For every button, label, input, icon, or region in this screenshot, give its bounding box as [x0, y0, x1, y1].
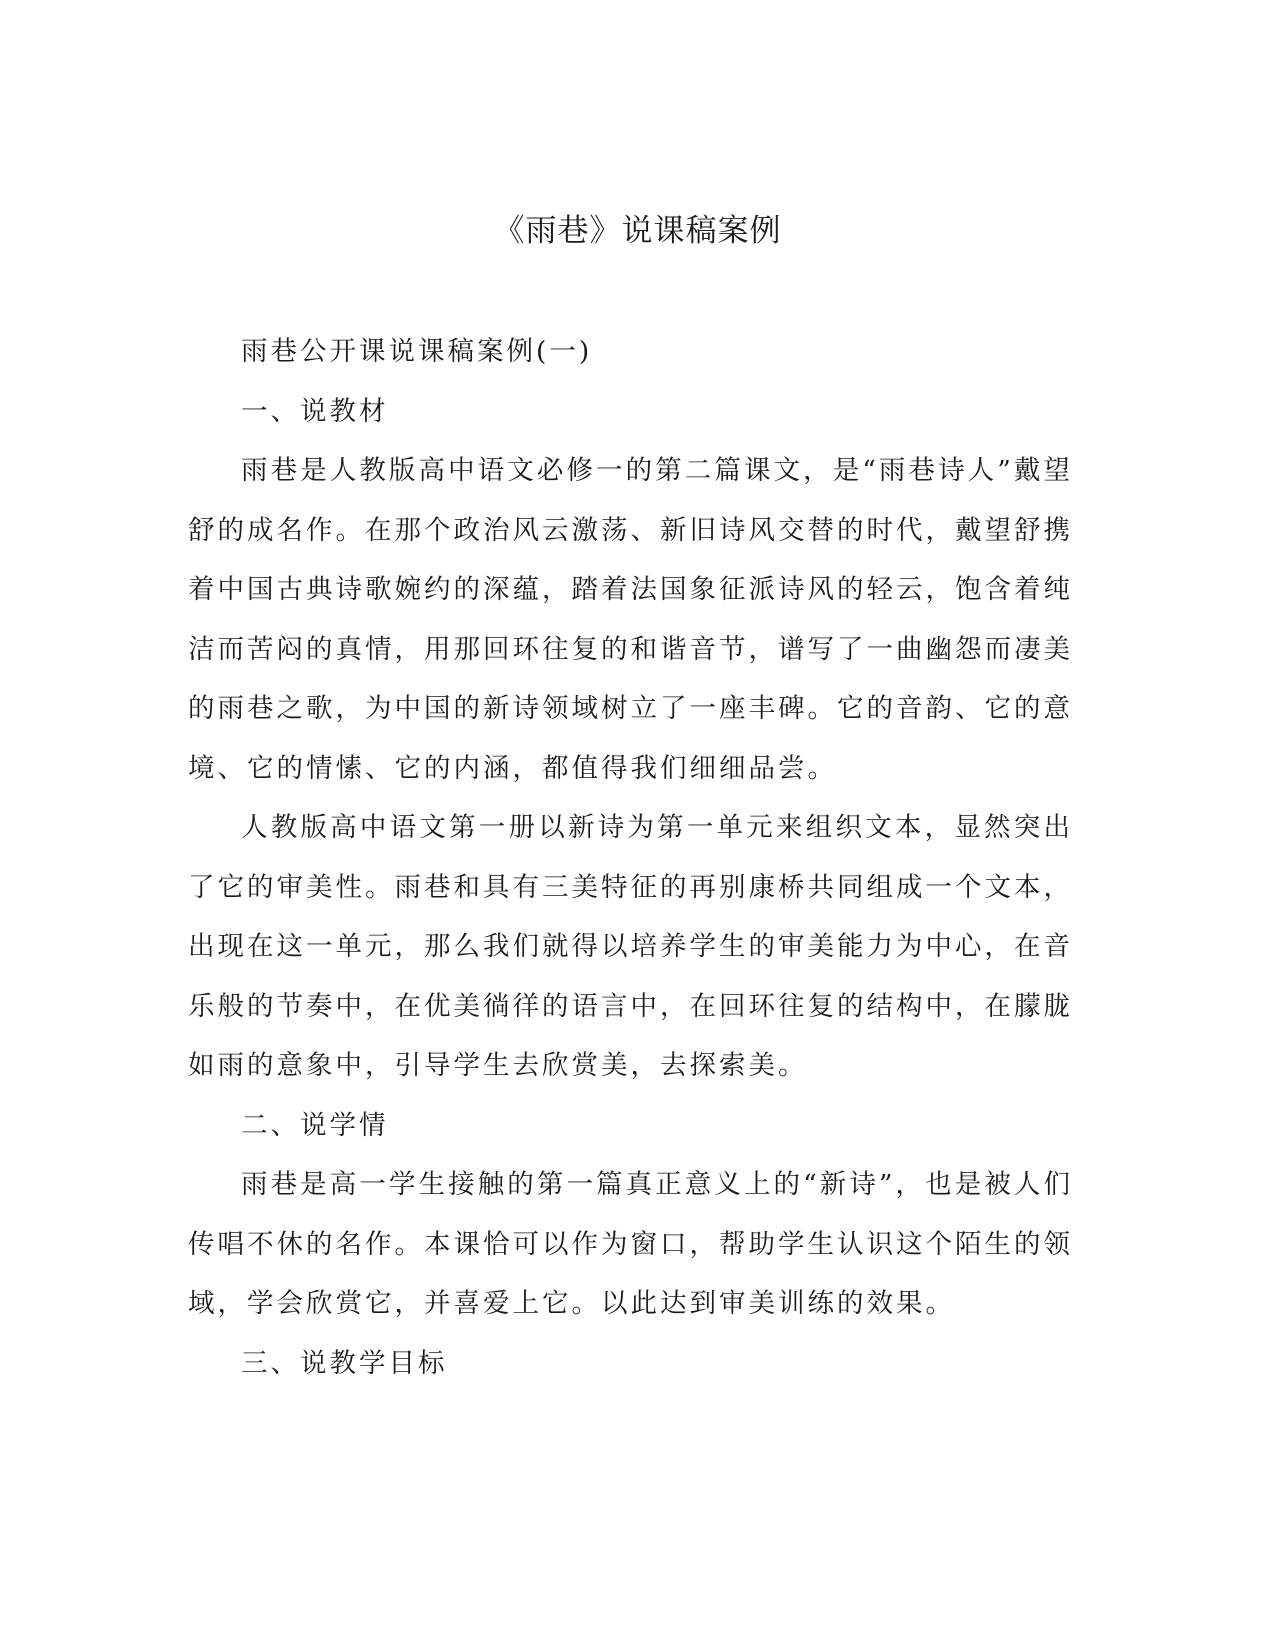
section-heading-textbook: 一、说教材 — [241, 395, 389, 427]
body-paragraph: 雨巷是人教版高中语文必修一的第二篇课文，是“雨巷诗人”戴望舒的成名作。在那个政治风云激荡、新旧诗风交替的时代，戴望舒携着中国古典诗歌婉约的深蕴，踏着法国象征派诗风的轻云，饱含着纯洁而苦闷的真情，用那回环往复的和谐音节，谱写了一曲幽怨而凄美的雨巷之歌，为中国的新诗领域树立了一座丰碑。它的音韵、它的意境、它的情愫、它的内涵，都值得我们细细品尝。 — [188, 455, 1073, 784]
body-paragraph: 雨巷是高一学生接触的第一篇真正意义上的“新诗”，也是被人们传唱不休的名作。本课恰可以作为窗口，帮助学生认识这个陌生的领域，学会欣赏它，并喜爱上它。以此达到审美训练的效果。 — [188, 1169, 1073, 1319]
section-heading-objectives: 三、说教学目标 — [241, 1347, 448, 1379]
subtitle-paragraph: 雨巷公开课说课稿案例(一) — [241, 336, 593, 367]
section-heading-students: 二、说学情 — [241, 1109, 389, 1141]
body-paragraph: 人教版高中语文第一册以新诗为第一单元来组织文本，显然突出了它的审美性。雨巷和具有三美特征的再别康桥共同组成一个文本，出现在这一单元，那么我们就得以培养学生的审美能力为中心，在音乐般的节奏中，在优美徜徉的语言中，在回环往复的结构中，在朦胧如雨的意象中，引导学生去欣赏美，去探索美。 — [188, 812, 1073, 1081]
document-title: 《雨巷》说课稿案例 — [493, 213, 782, 249]
document-body — [188, 322, 1073, 1393]
